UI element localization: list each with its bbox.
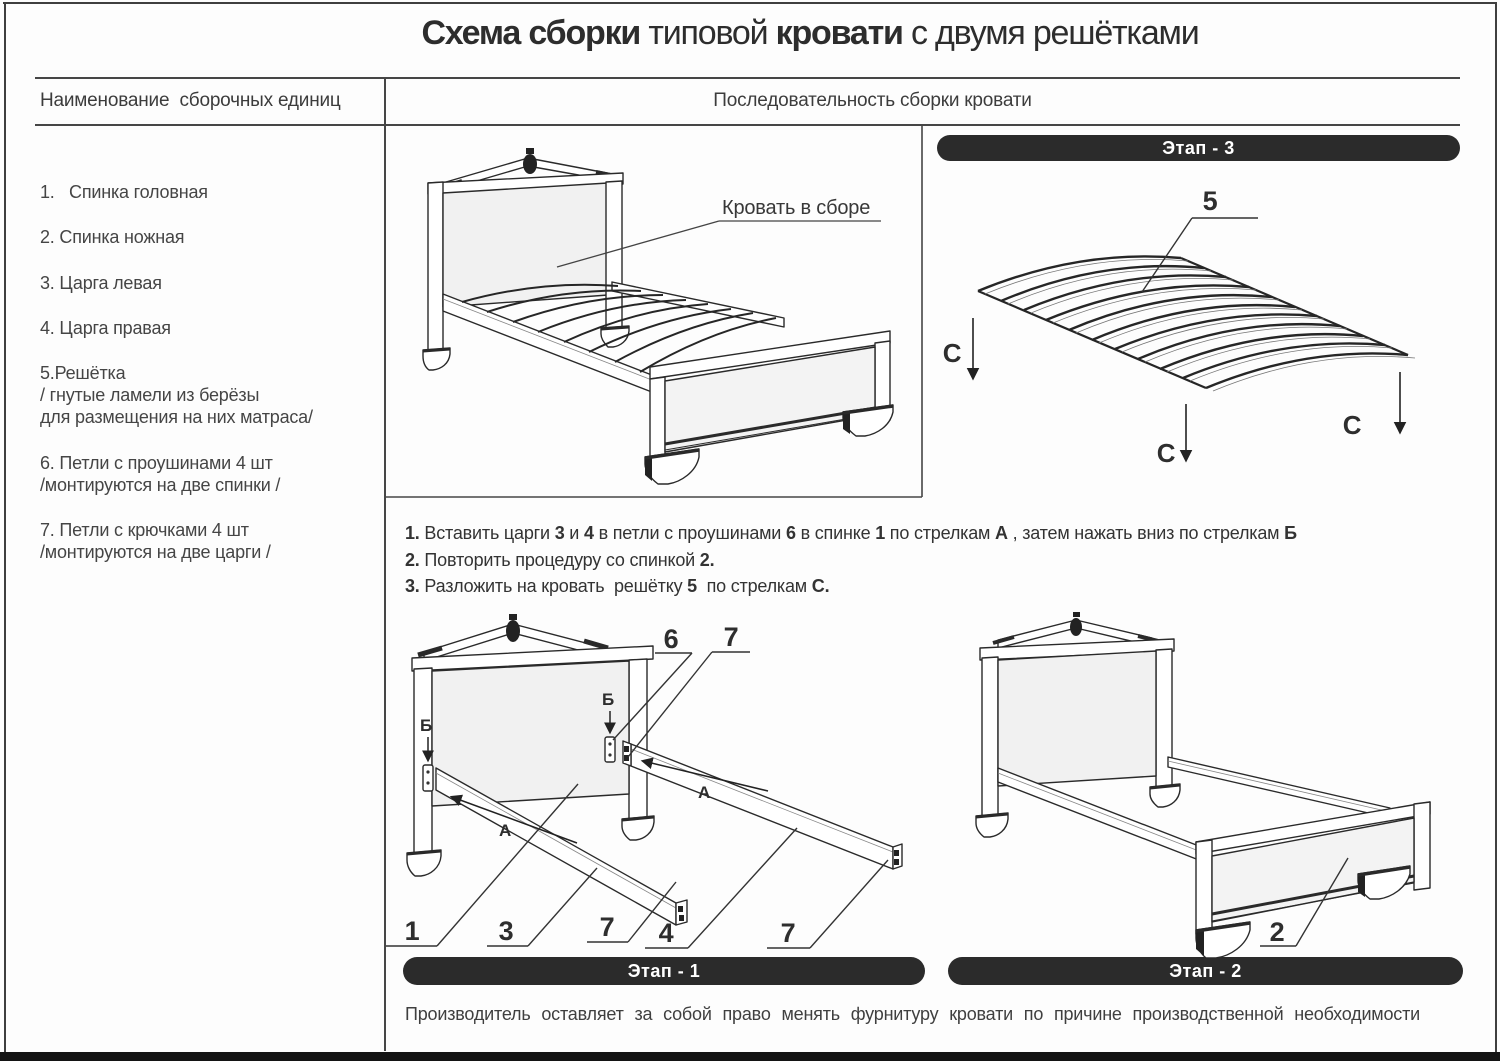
hinge-plate-right: [605, 737, 615, 762]
finial-ornament: [523, 148, 537, 174]
arrow-b-right-label: Б: [601, 690, 615, 709]
arrow-c-middle-label: C: [1156, 438, 1176, 468]
callout-4: 4: [658, 918, 674, 948]
stage-1-rail-right: [623, 741, 902, 869]
finial-ornament: [506, 614, 520, 642]
arrow-a-rail-right-label: А: [697, 783, 711, 802]
stage-3-badge-label: Этап - 3: [1162, 138, 1235, 158]
page-title: Схема сборки типовой кровати с двумя решётками: [421, 14, 1199, 52]
callout-7-middle: 7: [599, 912, 615, 942]
list-item-7-note: /монтируются на две царги /: [40, 542, 271, 562]
column-header-sequence: Последовательность сборки кровати: [713, 90, 1032, 111]
column-header-parts: Наименование сборочных единиц: [40, 90, 341, 111]
stage-1-badge-label: Этап - 1: [627, 961, 701, 981]
assembled-bed-near-rail: [443, 294, 657, 394]
footer-disclaimer: Производитель оставляет за собой право менять фурнитуру кровати по причине производственной необходимости: [405, 1004, 1420, 1024]
assembled-bed-footboard: [645, 331, 893, 484]
assembled-bed-caption: Кровать в сборе: [722, 197, 871, 219]
instruction-step-2: 2. Повторить процедуру со спинкой 2.: [405, 550, 715, 570]
stage-3-lattice-drawing: [943, 186, 1415, 468]
callout-3: 3: [498, 916, 514, 946]
arrow-a-rail-left-label: А: [498, 821, 512, 840]
list-item-6: 6. Петли с проушинами 4 шт: [40, 453, 273, 473]
stage-2-drawing: [976, 612, 1430, 958]
arrow-b-left-label: Б: [419, 716, 433, 735]
callout-1: 1: [404, 916, 420, 946]
stage-2-badge-label: Этап - 2: [1169, 961, 1242, 981]
callout-7-right: 7: [780, 918, 796, 948]
callout-5: 5: [1202, 186, 1218, 216]
hinge-plate-left: [423, 765, 433, 791]
list-item-2: 2. Спинка ножная: [40, 227, 185, 247]
finial-ornament: [1070, 612, 1082, 636]
list-item-1: 1. Спинка головная: [40, 182, 208, 202]
arrow-c-left-label: C: [942, 338, 962, 368]
list-item-4: 4. Царга правая: [40, 318, 171, 338]
instruction-step-1: 1. Вставить царги 3 и 4 в петли с проушинами 6 в спинке 1 по стрелкам А , затем нажать вниз по стрелкам Б: [405, 523, 1297, 543]
arrow-c-right-label: C: [1342, 410, 1362, 440]
list-item-7: 7. Петли с крючками 4 шт: [40, 520, 249, 540]
assembled-bed-drawing: [423, 148, 893, 484]
list-item-6-note: /монтируются на две спинки /: [40, 475, 281, 495]
list-item-5-note-2: для размещения на них матраса/: [40, 407, 313, 427]
list-item-5: 5.Решётка: [40, 363, 126, 383]
arrow-a-rail-left: [452, 797, 577, 843]
lattice-slats: [978, 256, 1408, 388]
callout-7-top: 7: [723, 622, 739, 652]
lattice-callout-leader: [1142, 218, 1258, 292]
callout-6: 6: [663, 624, 679, 654]
list-item-5-note-1: / гнутые ламели из берёзы: [40, 385, 260, 405]
stage-2-footboard: [1196, 802, 1430, 958]
callout-2: 2: [1269, 917, 1285, 947]
instruction-step-3: 3. Разложить на кровать решётку 5 по стрелкам С.: [405, 576, 830, 596]
stage-1-drawing: [386, 614, 902, 948]
list-item-3: 3. Царга левая: [40, 273, 162, 293]
